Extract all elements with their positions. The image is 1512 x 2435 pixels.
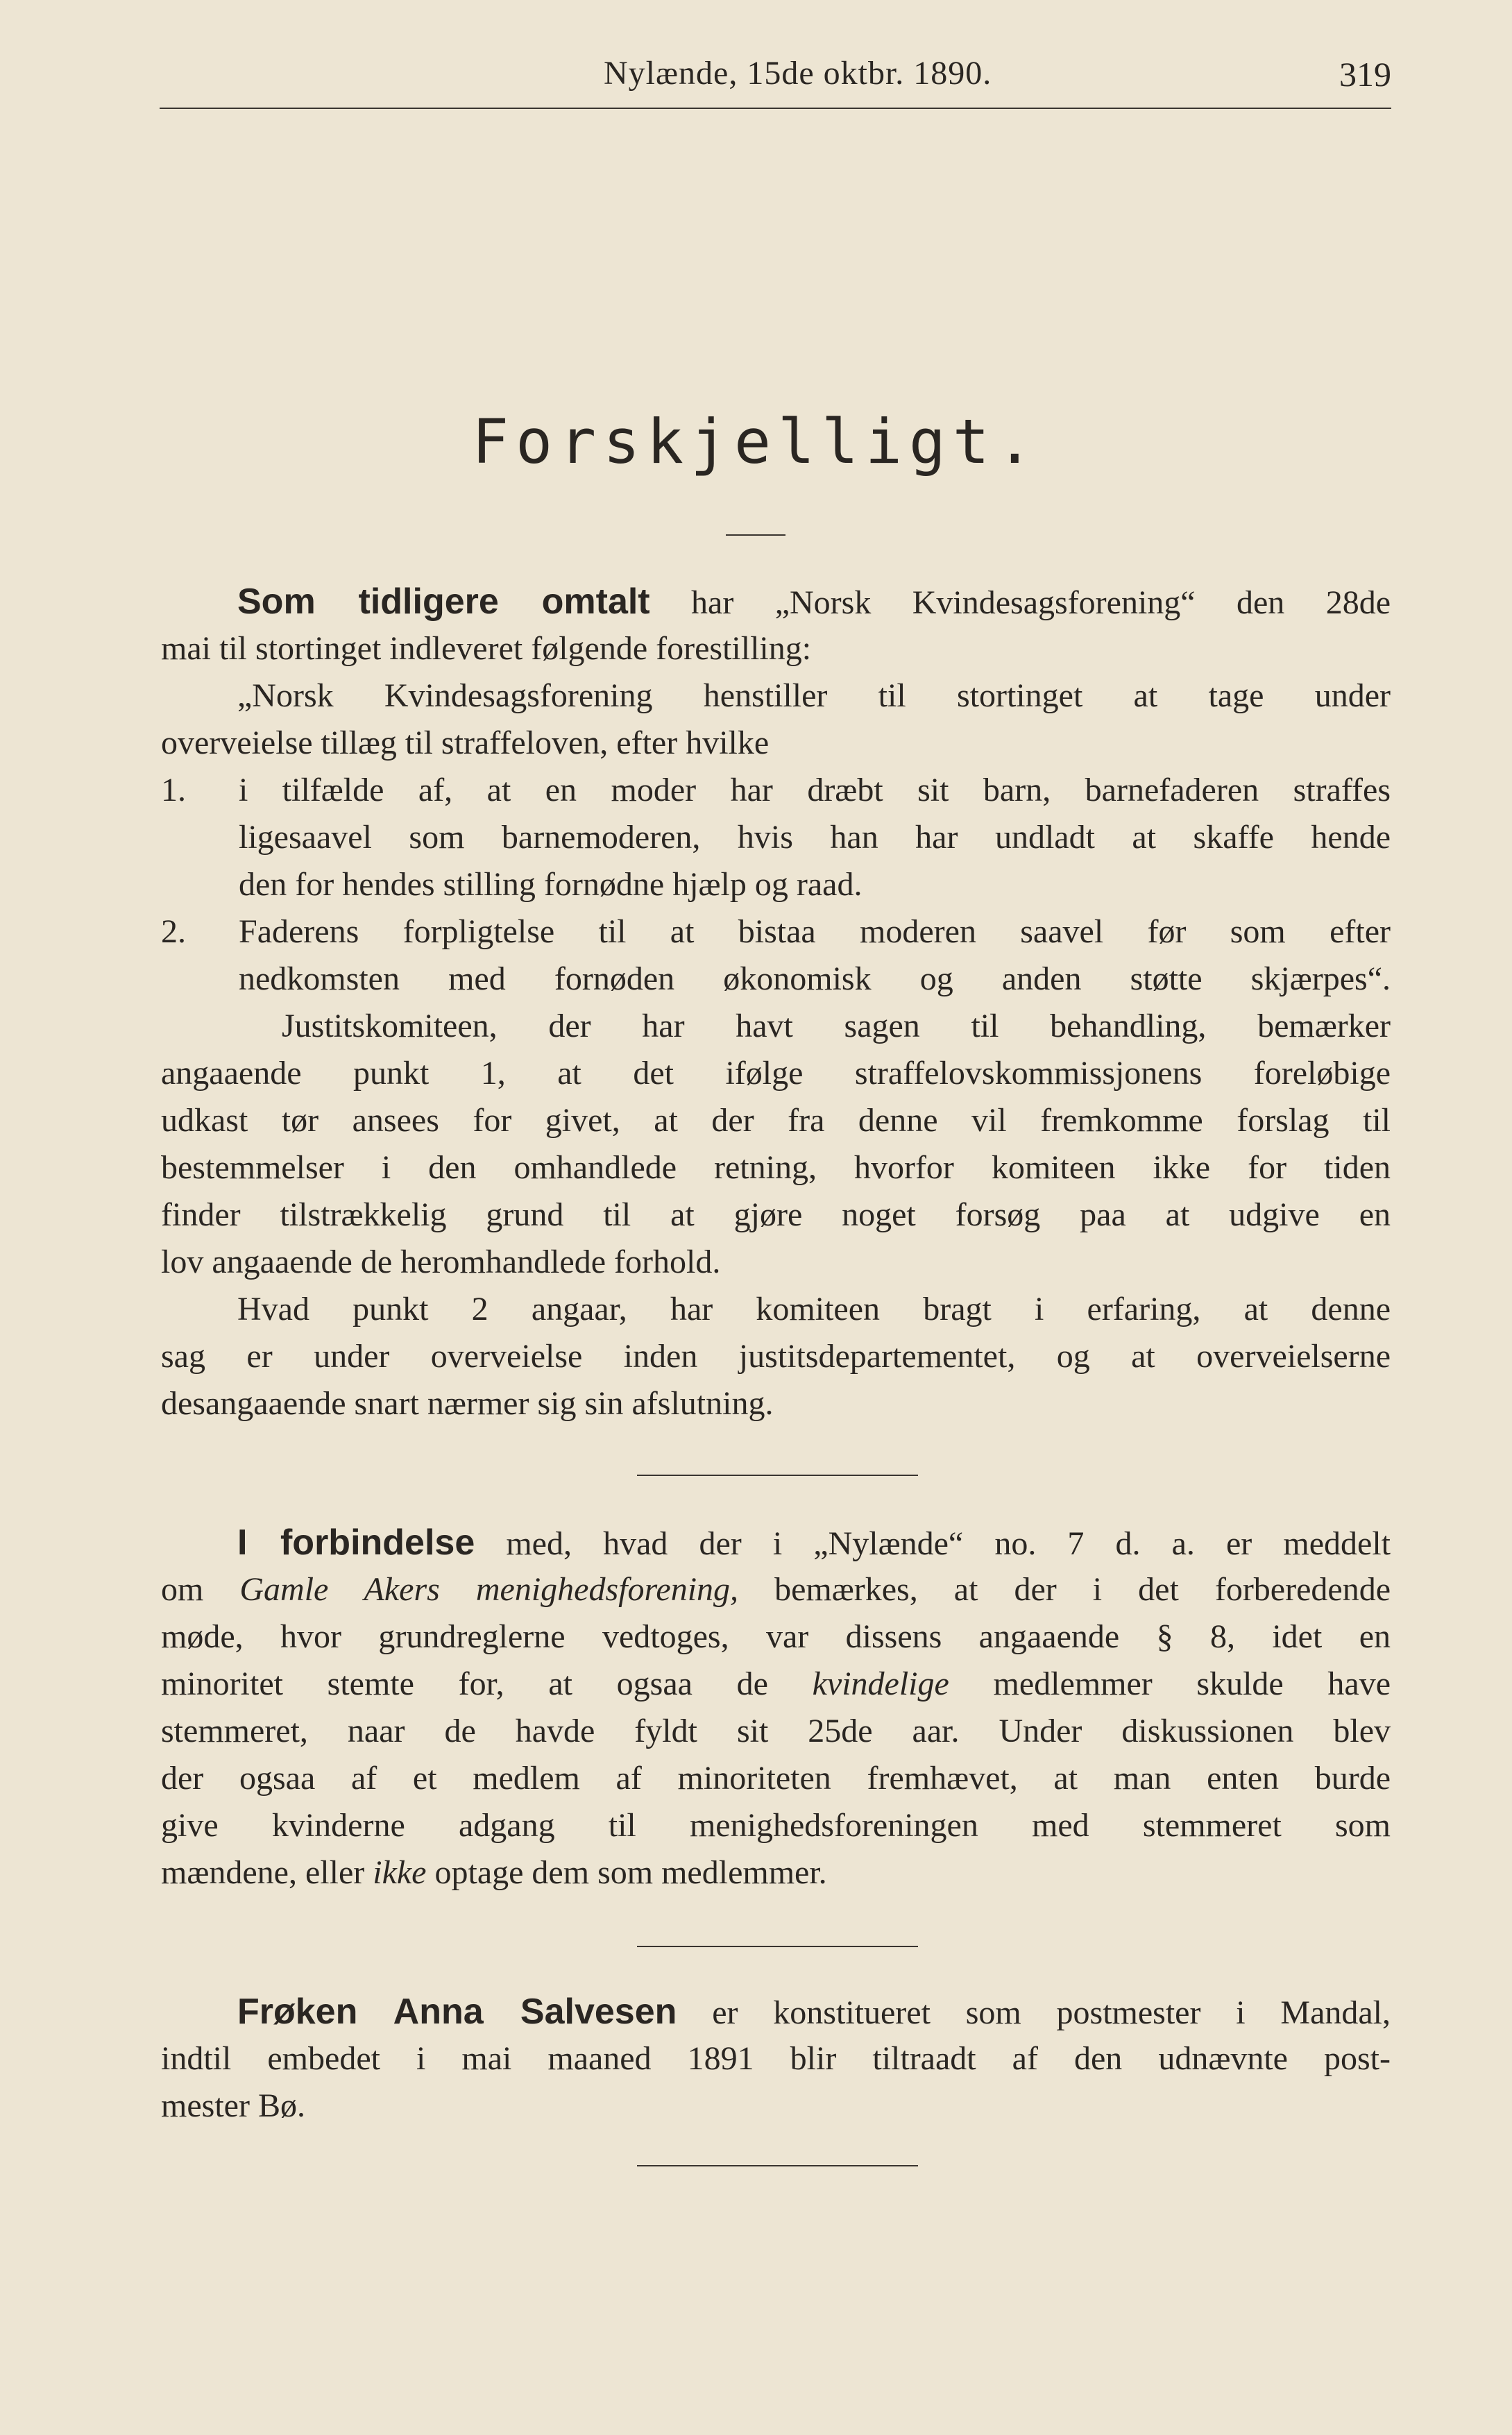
text-line: sag er under overveielse inden justitsdepartementet, og at overveielserne [161,1338,1391,1375]
header-title: Nylænde, 15de oktbr. 1890. [604,55,992,92]
text-line: overveielse tillæg til straffeloven, efter hvilke [161,724,770,761]
text-line: lov angaaende de heromhandlede forhold. [161,1244,721,1280]
text-line: give kvinderne adgang til menighedsforeningen med stemmeret som [161,1807,1391,1844]
text-line: Hvad punkt 2 angaar, har komiteen bragt i erfaring, at denne [237,1291,1391,1327]
text-line: Justitskomiteen, der har havt sagen til behandling, bemærker [282,1008,1391,1044]
text-line: mester Bø. [161,2087,305,2124]
text-line: angaaende punkt 1, at det ifølge straffelovskommissjonens foreløbige [161,1055,1391,1092]
article-lead: Frøken Anna Salvesen [237,1992,677,2032]
article-kvindesagsforening [161,578,1391,1427]
text-line: mai til stortinget indleveret følgende forestilling: [161,630,812,667]
text-line: udkast tør ansees for givet, at der fra denne vil fremkomme forslag til [161,1102,1391,1139]
text-line: indtil embedet i mai maaned 1891 blir tiltraadt af den udnævnte post- [161,2040,1391,2077]
text-line: der ogsaa af et medlem af minoriteten fremhævet, at man enten burde [161,1760,1391,1797]
item-number: 2. [161,913,186,950]
text-line: den for hendes stilling fornødne hjælp og raad. [239,866,863,903]
article-menighedsforening [161,1519,1391,1897]
article-salvesen [161,1988,1391,2130]
text-line: Frøken Anna Salvesen er konstitueret som postmester i Mandal, [237,1992,1391,2032]
text-line: Som tidligere omtalt har „Norsk Kvindesagsforening“ den 28de [237,582,1391,622]
title-rule [726,534,785,536]
text-line: desangaaende snart nærmer sig sin afslutning. [161,1385,774,1422]
text-line: nedkomsten med fornøden økonomisk og anden støtte skjærpes“. [239,960,1391,997]
separator-rule [637,2165,918,2166]
text-line: finder tilstrækkelig grund til at gjøre noget forsøg paa at udgive en [161,1196,1391,1233]
item-number: 1. [161,772,186,808]
text-line: ligesaavel som barnemoderen, hvis han har undladt at skaffe hende [239,819,1391,856]
list-item: 1. i tilfælde af, at en moder har dræbt sit barn, barnefaderen straffes [161,767,1391,814]
article-lead: I forbindelse [237,1522,475,1563]
article-lead: Som tidligere omtalt [237,582,650,622]
text-line: minoritet stemte for, at ogsaa de kvindelige medlemmer skulde have [161,1665,1391,1702]
text-line: „Norsk Kvindesagsforening henstiller til stortinget at tage under [237,677,1391,714]
list-item: 2. Faderens forpligtelse til at bistaa moderen saavel før som efter [161,908,1391,956]
section-title: Forskjelligt. [472,406,1040,477]
text-line: om Gamle Akers menighedsforening, bemærkes, at der i det forberedende [161,1571,1391,1608]
text-line: I forbindelse med, hvad der i „Nylænde“ no. 7 d. a. er meddelt [237,1522,1391,1563]
text-line: stemmeret, naar de havde fyldt sit 25de aar. Under diskussionen blev [161,1713,1391,1749]
page-number: 319 [1339,55,1391,94]
running-header [160,49,1391,109]
text-line: mændene, eller ikke optage dem som medlemmer. [161,1854,827,1891]
separator-rule [637,1475,918,1476]
text-line: bestemmelser i den omhandlede retning, hvorfor komiteen ikke for tiden [161,1149,1391,1186]
text-line: møde, hvor grundreglerne vedtoges, var dissens angaaende § 8, idet en [161,1618,1391,1655]
separator-rule [637,1946,918,1947]
